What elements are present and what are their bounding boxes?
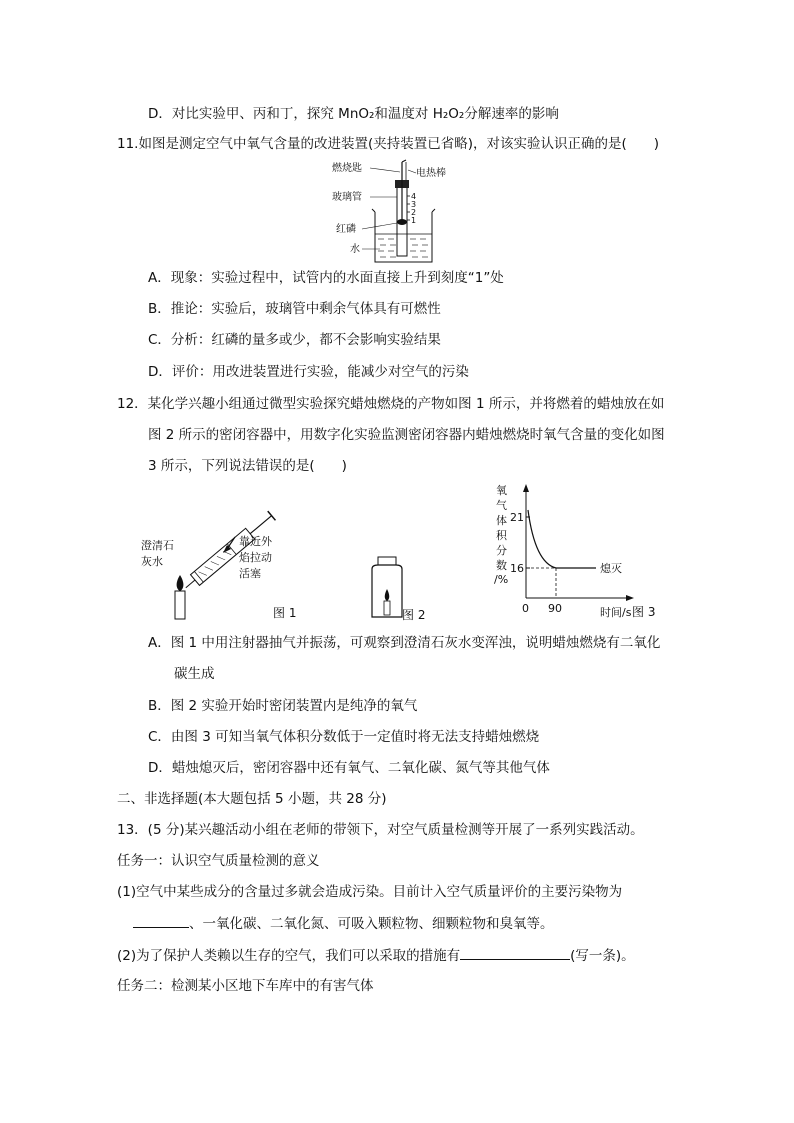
annotation-extinguish: 熄灭 [600, 562, 622, 575]
xlabel: 时间/s [600, 606, 632, 619]
ylabel-char-1: 氧 [496, 484, 507, 497]
q12-option-a: A．图 1 中用注射器抽气并振荡，可观察到澄清石灰水变浑浊，说明蜡烛燃烧有二氧化 [148, 635, 661, 651]
section-heading: 二、非选择题(本大题包括 5 小题，共 28 分) [117, 791, 387, 807]
label-water: 水 [350, 244, 360, 255]
q11-option-c: C．分析：红磷的量多或少，都不会影响实验结果 [148, 332, 441, 348]
label-tube: 玻璃管 [332, 192, 362, 203]
q12-figure-2 [358, 555, 438, 625]
q12-figure-3-chart [490, 480, 665, 625]
q11-option-d: D．评价：用改进装置进行实验，能减少对空气的污染 [148, 364, 469, 380]
q12-option-b: B．图 2 实验开始时密闭装置内是纯净的氧气 [148, 698, 418, 714]
q12-stem-line3: 3 所示，下列说法错误的是( ) [148, 458, 347, 474]
scale-mark-3: 3 [411, 200, 417, 209]
ytick-16: 16 [510, 562, 524, 575]
label-limewater-2: 灰水 [141, 555, 163, 568]
label-pull-1: 靠近外 [239, 535, 272, 548]
q13-part2 [117, 945, 635, 966]
q11-stem: 11.如图是测定空气中氧气含量的改进装置(夹持装置已省略)，对该实验认识正确的是( ) [117, 136, 660, 152]
label-rod: 电热棒 [416, 168, 446, 179]
ylabel-char-2: 气 [496, 499, 507, 512]
q11-apparatus-figure [330, 158, 460, 268]
q12-stem-line1: 12．某化学兴趣小组通过微型实验探究蜡烛燃烧的产物如图 1 所示，并将燃着的蜡烛放在如 [117, 396, 665, 412]
label-limewater-1: 澄清石 [141, 539, 174, 552]
q12-option-d: D．蜡烛熄灭后，密闭容器中还有氧气、二氧化碳、氮气等其他气体 [148, 760, 550, 776]
q13-part1-cont [133, 913, 554, 934]
scale-mark-4: 4 [411, 192, 417, 201]
q12-figure-1 [135, 495, 310, 625]
ylabel-char-6: 数 [496, 559, 507, 572]
q13-stem: 13．(5 分)某兴趣活动小组在老师的带领下，对空气质量检测等开展了一系列实践活动。 [117, 822, 644, 838]
q12-option-c: C．由图 3 可知当氧气体积分数低于一定值时将无法支持蜡烛燃烧 [148, 729, 540, 745]
ylabel-unit: /% [494, 573, 509, 586]
q11-option-b: B．推论：实验后，玻璃管中剩余气体具有可燃性 [148, 301, 441, 317]
figure-3-caption: 图 3 [632, 605, 656, 619]
scale-mark-2: 2 [411, 208, 417, 217]
answer-blank-2[interactable] [460, 945, 570, 960]
ytick-21: 21 [510, 511, 524, 524]
q13-part2-text: (2)为了保护人类赖以生存的空气，我们可以采取的措施有 [117, 948, 461, 964]
q11-option-a: A．现象：实验过程中，试管内的水面直接上升到刻度“1”处 [148, 270, 504, 286]
answer-blank-1[interactable] [133, 913, 189, 928]
ylabel-char-5: 分 [496, 544, 507, 557]
ylabel-char-3: 体 [496, 514, 507, 527]
figure-2-caption: 图 2 [402, 608, 426, 622]
scale-mark-1: 1 [411, 216, 417, 225]
q13-task2: 任务二：检测某小区地下车库中的有害气体 [117, 978, 374, 994]
q13-part1-cont-text: 、一氧化碳、二氧化氮、可吸入颗粒物、细颗粒物和臭氧等。 [189, 916, 554, 932]
xtick-0: 0 [522, 602, 529, 615]
q12-option-a-cont: 碳生成 [174, 666, 215, 682]
xtick-90: 90 [548, 602, 562, 615]
figure-1-caption: 图 1 [273, 606, 297, 620]
q13-part2-suffix: (写一条)。 [570, 948, 635, 964]
label-spoon: 燃烧匙 [332, 163, 362, 174]
ylabel-char-4: 积 [496, 529, 507, 542]
q13-task1: 任务一：认识空气质量检测的意义 [117, 853, 320, 869]
q13-part1: (1)空气中某些成分的含量过多就会造成污染。目前计入空气质量评价的主要污染物为 [117, 884, 623, 900]
q10-option-d: D．对比实验甲、丙和丁，探究 MnO₂和温度对 H₂O₂分解速率的影响 [148, 106, 559, 122]
label-pull-3: 活塞 [239, 567, 261, 580]
q12-stem-line2: 图 2 所示的密闭容器中，用数字化实验监测密闭容器内蜡烛燃烧时氧气含量的变化如图 [148, 427, 665, 443]
label-phosphorus: 红磷 [336, 224, 356, 235]
label-pull-2: 焰拉动 [239, 551, 272, 564]
